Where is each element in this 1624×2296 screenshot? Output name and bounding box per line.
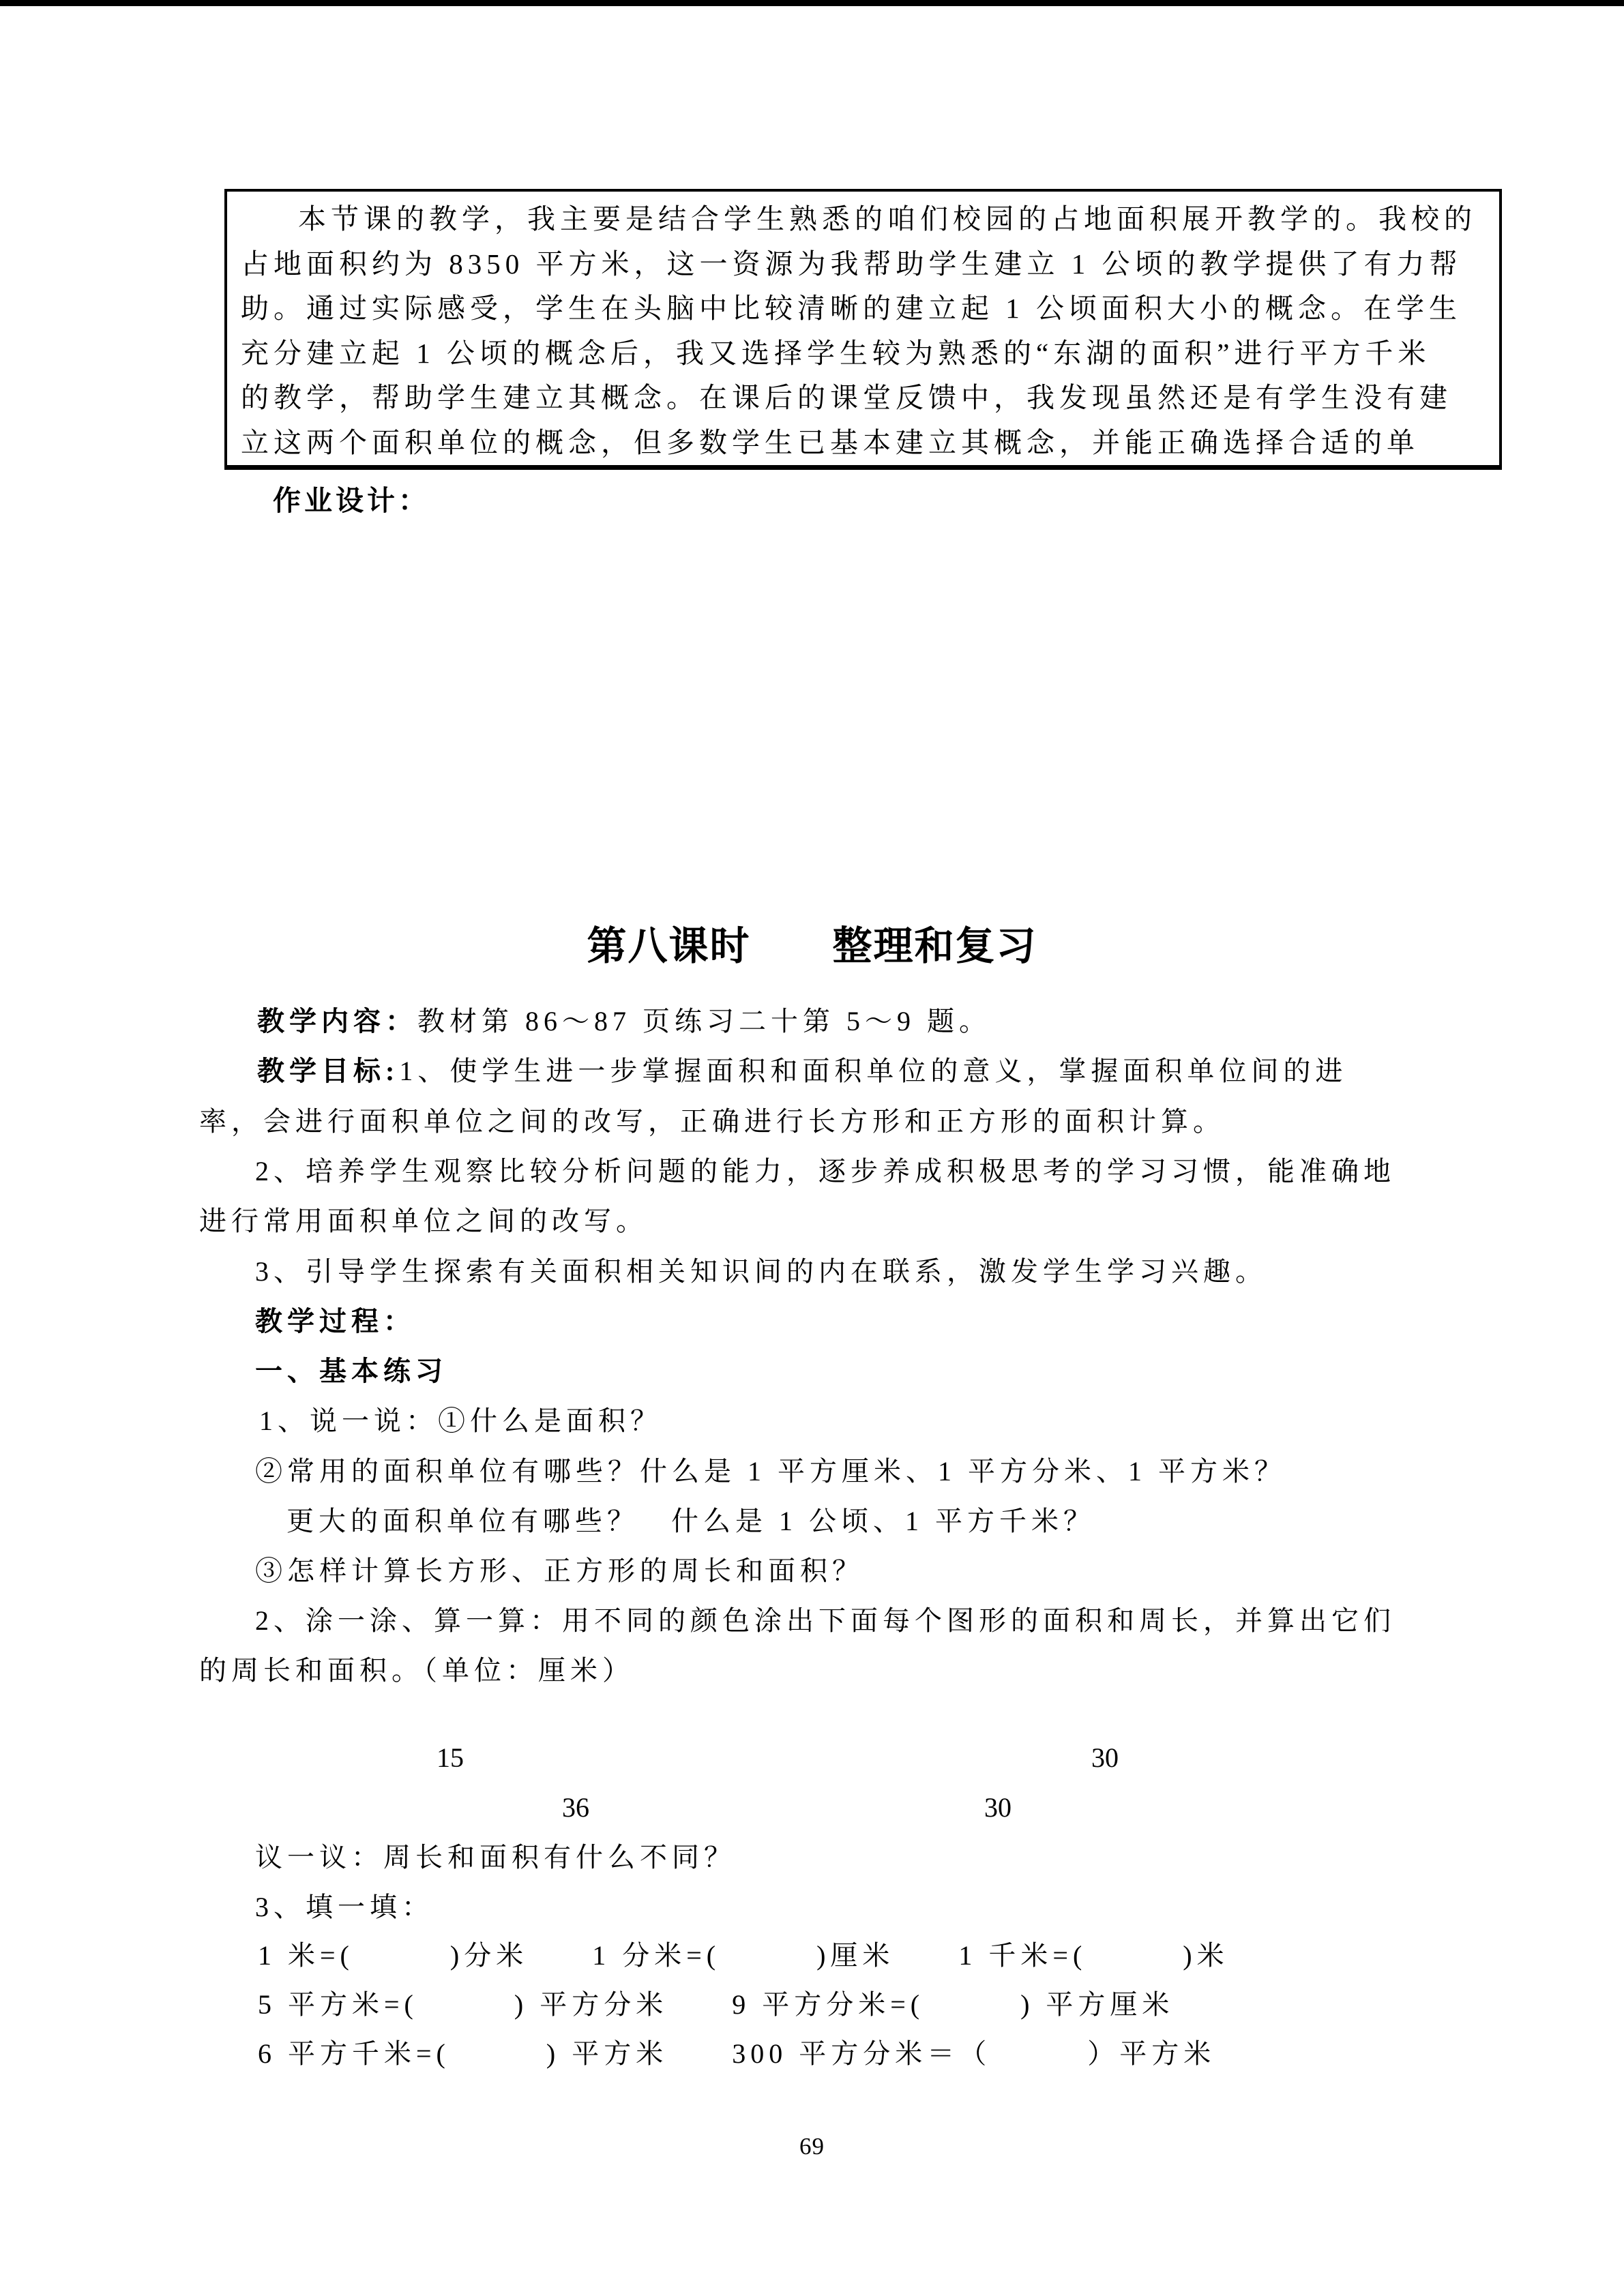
reflection-line-3: 助。通过实际感受，学生在头脑中比较清晰的建立起 1 公顷面积大小的概念。在学生: [241, 293, 1462, 324]
section-1-heading: 一、基本练习: [255, 1356, 447, 1386]
teaching-process-heading: 教学过程：: [255, 1306, 415, 1337]
question-2-continuation: 的周长和面积。（单位：厘米）: [199, 1655, 634, 1686]
figure-1-dimension-label: 15: [437, 1742, 464, 1773]
reflection-line-6: 立这两个面积单位的概念，但多数学生已基本建立其概念，并能正确选择合适的单: [241, 427, 1419, 458]
reflection-line-2: 占地面积约为 8350 平方米，这一资源为我帮助学生建立 1 公顷的教学提供了有力帮: [241, 248, 1462, 280]
figure-2-dimension-label: 30: [1091, 1742, 1119, 1773]
teaching-goal-continuation: 率，会进行面积单位之间的改写，正确进行长方形和正方形的面积计算。: [199, 1106, 1225, 1137]
goal-2-continuation: 进行常用面积单位之间的改写。: [199, 1206, 648, 1236]
teaching-content-label: 教学内容：: [257, 1006, 417, 1037]
lesson-title: 第八课时 整理和复习: [587, 924, 1037, 968]
question-1-sub-2: ②常用的面积单位有哪些？什么是 1 平方厘米、1 平方分米、1 平方米？: [255, 1456, 1286, 1487]
teaching-goal-line: [257, 1056, 1347, 1086]
question-3-heading: 3、填一填：: [255, 1892, 434, 1922]
reflection-line-5: 的教学，帮助学生建立其概念。在课后的课堂反馈中，我发现虽然还是有学生没有建: [241, 382, 1452, 413]
reflection-line-4: 充分建立起 1 公顷的概念后，我又选择学生较为熟悉的“东湖的面积”进行平方千米: [241, 338, 1431, 369]
teaching-content-text: 教材第 86～87 页练习二十第 5～9 题。: [417, 1006, 991, 1037]
question-1-line: 1、说一说：①什么是面积？: [259, 1405, 662, 1436]
page-number: 69: [799, 2133, 825, 2160]
discuss-line: 议一议：周长和面积有什么不同？: [255, 1842, 736, 1873]
fill-in-line-1: 1 米=( )分米 1 分米=( )厘米 1 千米=( )米: [258, 1940, 1229, 1971]
teaching-content-line: [257, 1007, 991, 1037]
reflection-line-1: 本节课的教学，我主要是结合学生熟悉的咱们校园的占地面积展开教学的。我校的: [298, 203, 1477, 235]
question-2-line: 2、涂一涂、算一算：用不同的颜色涂出下面每个图形的面积和周长，并算出它们: [255, 1605, 1396, 1636]
figure-1-bottom-dimension-label: 36: [562, 1792, 589, 1823]
question-1-sub-2-continuation: 更大的面积单位有哪些？ 什么是 1 公顷、1 平方千米？: [286, 1506, 1095, 1536]
teaching-goal-label: 教学目标:: [257, 1056, 400, 1086]
question-1-sub-3: ③怎样计算长方形、正方形的周长和面积？: [255, 1555, 864, 1586]
fill-in-line-3: 6 平方千米=( ) 平方米 300 平方分米＝（ ）平方米: [258, 2038, 1216, 2069]
teaching-goal-text: 1、使学生进一步掌握面积和面积单位的意义，掌握面积单位间的进: [399, 1056, 1348, 1086]
figure-2-bottom-dimension-label: 30: [984, 1792, 1012, 1823]
goal-3-line: 3、引导学生探索有关面积相关知识间的内在联系，激发学生学习兴趣。: [255, 1256, 1267, 1287]
goal-2-line: 2、培养学生观察比较分析问题的能力，逐步养成积极思考的学习习惯，能准确地: [255, 1156, 1396, 1187]
scan-edge-bar: [0, 0, 1624, 6]
fill-in-line-2: 5 平方米=( ) 平方分米 9 平方分米=( ) 平方厘米: [258, 1989, 1175, 2020]
homework-design-heading: 作业设计：: [273, 485, 430, 516]
